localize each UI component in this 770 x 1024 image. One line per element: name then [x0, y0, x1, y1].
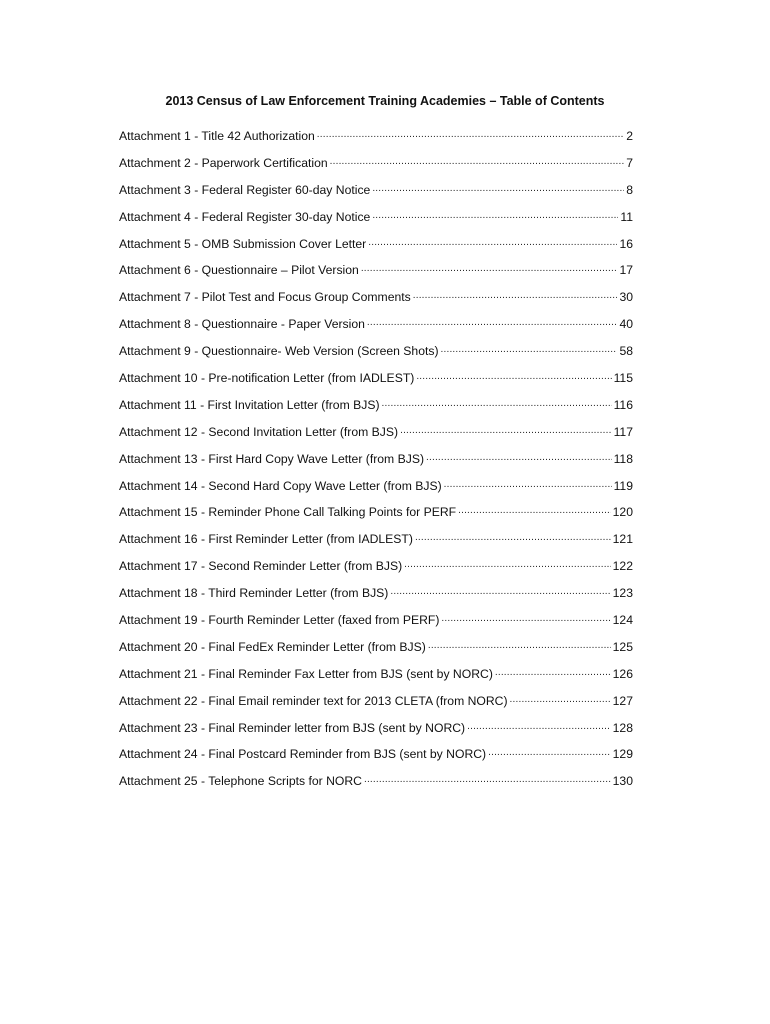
- toc-entry-page-number: 16: [619, 236, 633, 251]
- dot-leader: [426, 449, 612, 463]
- dot-leader: [368, 234, 617, 248]
- toc-entry-label: Attachment 16 - First Reminder Letter (from IADLEST): [119, 532, 413, 547]
- toc-entry-label: Attachment 15 - Reminder Phone Call Talking Points for PERF: [119, 505, 457, 520]
- dot-leader: [416, 368, 611, 382]
- toc-entry-page-number: 8: [626, 182, 633, 197]
- toc-entry-page-number: 127: [612, 693, 633, 708]
- page-title: 2013 Census of Law Enforcement Training Academies – Table of Contents: [165, 94, 605, 108]
- toc-entry-page-number: 117: [613, 424, 633, 439]
- dot-leader: [467, 718, 611, 732]
- toc-entry-page-number: 118: [613, 451, 633, 466]
- toc-entry: [119, 718, 633, 745]
- dot-leader: [390, 583, 610, 597]
- toc-entry: [119, 502, 633, 529]
- toc-entry-label: Attachment 1 - Title 42 Authorization: [119, 129, 315, 143]
- toc-entry: [119, 610, 633, 637]
- dot-leader: [510, 691, 611, 705]
- dot-leader: [488, 744, 611, 758]
- toc-entry-label: Attachment 17 - Second Reminder Letter (from BJS): [119, 559, 403, 574]
- toc-entry-label: Attachment 24 - Final Postcard Reminder from BJS (sent by NORC): [119, 747, 487, 762]
- toc-entry-label: Attachment 5 - OMB Submission Cover Letter: [119, 236, 367, 251]
- toc-entry-label: Attachment 22 - Final Email reminder text for 2013 CLETA (from NORC): [119, 693, 508, 708]
- toc-entry-page-number: 128: [612, 720, 633, 735]
- toc-entry: [119, 341, 633, 368]
- toc-entry-page-number: 124: [612, 613, 633, 628]
- toc-entry-page-number: 7: [626, 155, 633, 170]
- toc-entry-page-number: 58: [619, 344, 633, 359]
- toc-entry: [119, 583, 633, 610]
- toc-entry-page-number: 123: [612, 586, 633, 601]
- dot-leader: [361, 260, 618, 274]
- toc-entry: [119, 368, 633, 395]
- dot-leader: [317, 126, 624, 140]
- dot-leader: [413, 287, 618, 301]
- toc-entry-label: Attachment 21 - Final Reminder Fax Letter from BJS (sent by NORC): [119, 666, 493, 681]
- toc-entry: [119, 691, 633, 718]
- dot-leader: [364, 771, 611, 785]
- toc-entry-label: Attachment 9 - Questionnaire- Web Version (Screen Shots): [119, 344, 439, 359]
- toc-entry-label: Attachment 14 - Second Hard Copy Wave Letter (from BJS): [119, 478, 442, 493]
- toc-entry: [119, 234, 633, 261]
- toc-entry-label: Attachment 12 - Second Invitation Letter (from BJS): [119, 424, 399, 439]
- toc-entry-page-number: 11: [620, 209, 633, 224]
- dot-leader: [441, 341, 618, 355]
- toc-entry-page-number: 119: [613, 478, 633, 493]
- toc-entry-label: Attachment 4 - Federal Register 30-day Notice: [119, 209, 371, 224]
- toc-entry-label: Attachment 13 - First Hard Copy Wave Letter (from BJS): [119, 451, 425, 466]
- toc-entry-label: Attachment 20 - Final FedEx Reminder Letter (from BJS): [119, 639, 426, 654]
- dot-leader: [372, 207, 618, 221]
- toc-entry: [119, 287, 633, 314]
- toc-entry: [119, 260, 633, 287]
- dot-leader: [404, 556, 611, 570]
- toc-entry: [119, 449, 633, 476]
- toc-entry-page-number: 129: [612, 747, 633, 762]
- toc-entry: [119, 556, 633, 583]
- toc-entry: [119, 637, 633, 664]
- dot-leader: [458, 502, 611, 516]
- dot-leader: [372, 180, 624, 194]
- toc-entry: [119, 744, 633, 771]
- dot-leader: [382, 395, 612, 409]
- toc-entry: [119, 180, 633, 207]
- dot-leader: [330, 153, 625, 167]
- toc-entry-page-number: 40: [619, 317, 633, 332]
- toc-entry-page-number: 120: [612, 505, 633, 520]
- dot-leader: [441, 610, 610, 624]
- dot-leader: [400, 422, 611, 436]
- toc-entry-label: Attachment 23 - Final Reminder letter from BJS (sent by NORC): [119, 720, 466, 735]
- toc-entry-label: Attachment 25 - Telephone Scripts for NORC: [119, 774, 362, 789]
- toc-entry-label: Attachment 10 - Pre-notification Letter (from IADLEST): [119, 371, 415, 386]
- toc-entry-page-number: 17: [619, 263, 633, 278]
- toc-entry-page-number: 122: [612, 559, 633, 574]
- toc-entry-page-number: 115: [613, 371, 633, 386]
- toc-entry-label: Attachment 11 - First Invitation Letter (from BJS): [119, 397, 380, 412]
- dot-leader: [428, 637, 611, 651]
- table-of-contents: [119, 126, 633, 798]
- toc-entry-label: Attachment 2 - Paperwork Certification: [119, 155, 328, 170]
- toc-entry-page-number: 2: [626, 129, 633, 143]
- toc-entry-page-number: 30: [619, 290, 633, 305]
- toc-entry-label: Attachment 7 - Pilot Test and Focus Group Comments: [119, 290, 411, 305]
- dot-leader: [444, 476, 612, 490]
- toc-entry-page-number: 125: [612, 639, 633, 654]
- toc-entry-page-number: 116: [613, 397, 633, 412]
- toc-entry: [119, 476, 633, 503]
- toc-entry: [119, 207, 633, 234]
- toc-entry-label: Attachment 6 - Questionnaire – Pilot Version: [119, 263, 359, 278]
- toc-entry: [119, 422, 633, 449]
- toc-entry-page-number: 126: [612, 666, 633, 681]
- toc-entry-label: Attachment 8 - Questionnaire - Paper Version: [119, 317, 365, 332]
- toc-entry: [119, 529, 633, 556]
- dot-leader: [367, 314, 618, 328]
- dot-leader: [415, 529, 611, 543]
- toc-entry: [119, 664, 633, 691]
- toc-entry: [119, 395, 633, 422]
- toc-entry-label: Attachment 19 - Fourth Reminder Letter (faxed from PERF): [119, 613, 440, 628]
- toc-entry: [119, 771, 633, 798]
- toc-entry-page-number: 130: [612, 774, 633, 789]
- toc-entry-label: Attachment 18 - Third Reminder Letter (from BJS): [119, 586, 389, 601]
- dot-leader: [495, 664, 611, 678]
- toc-entry-label: Attachment 3 - Federal Register 60-day Notice: [119, 182, 371, 197]
- toc-entry: [119, 314, 633, 341]
- toc-entry: [119, 153, 633, 180]
- toc-entry: [119, 126, 633, 153]
- toc-entry-page-number: 121: [612, 532, 633, 547]
